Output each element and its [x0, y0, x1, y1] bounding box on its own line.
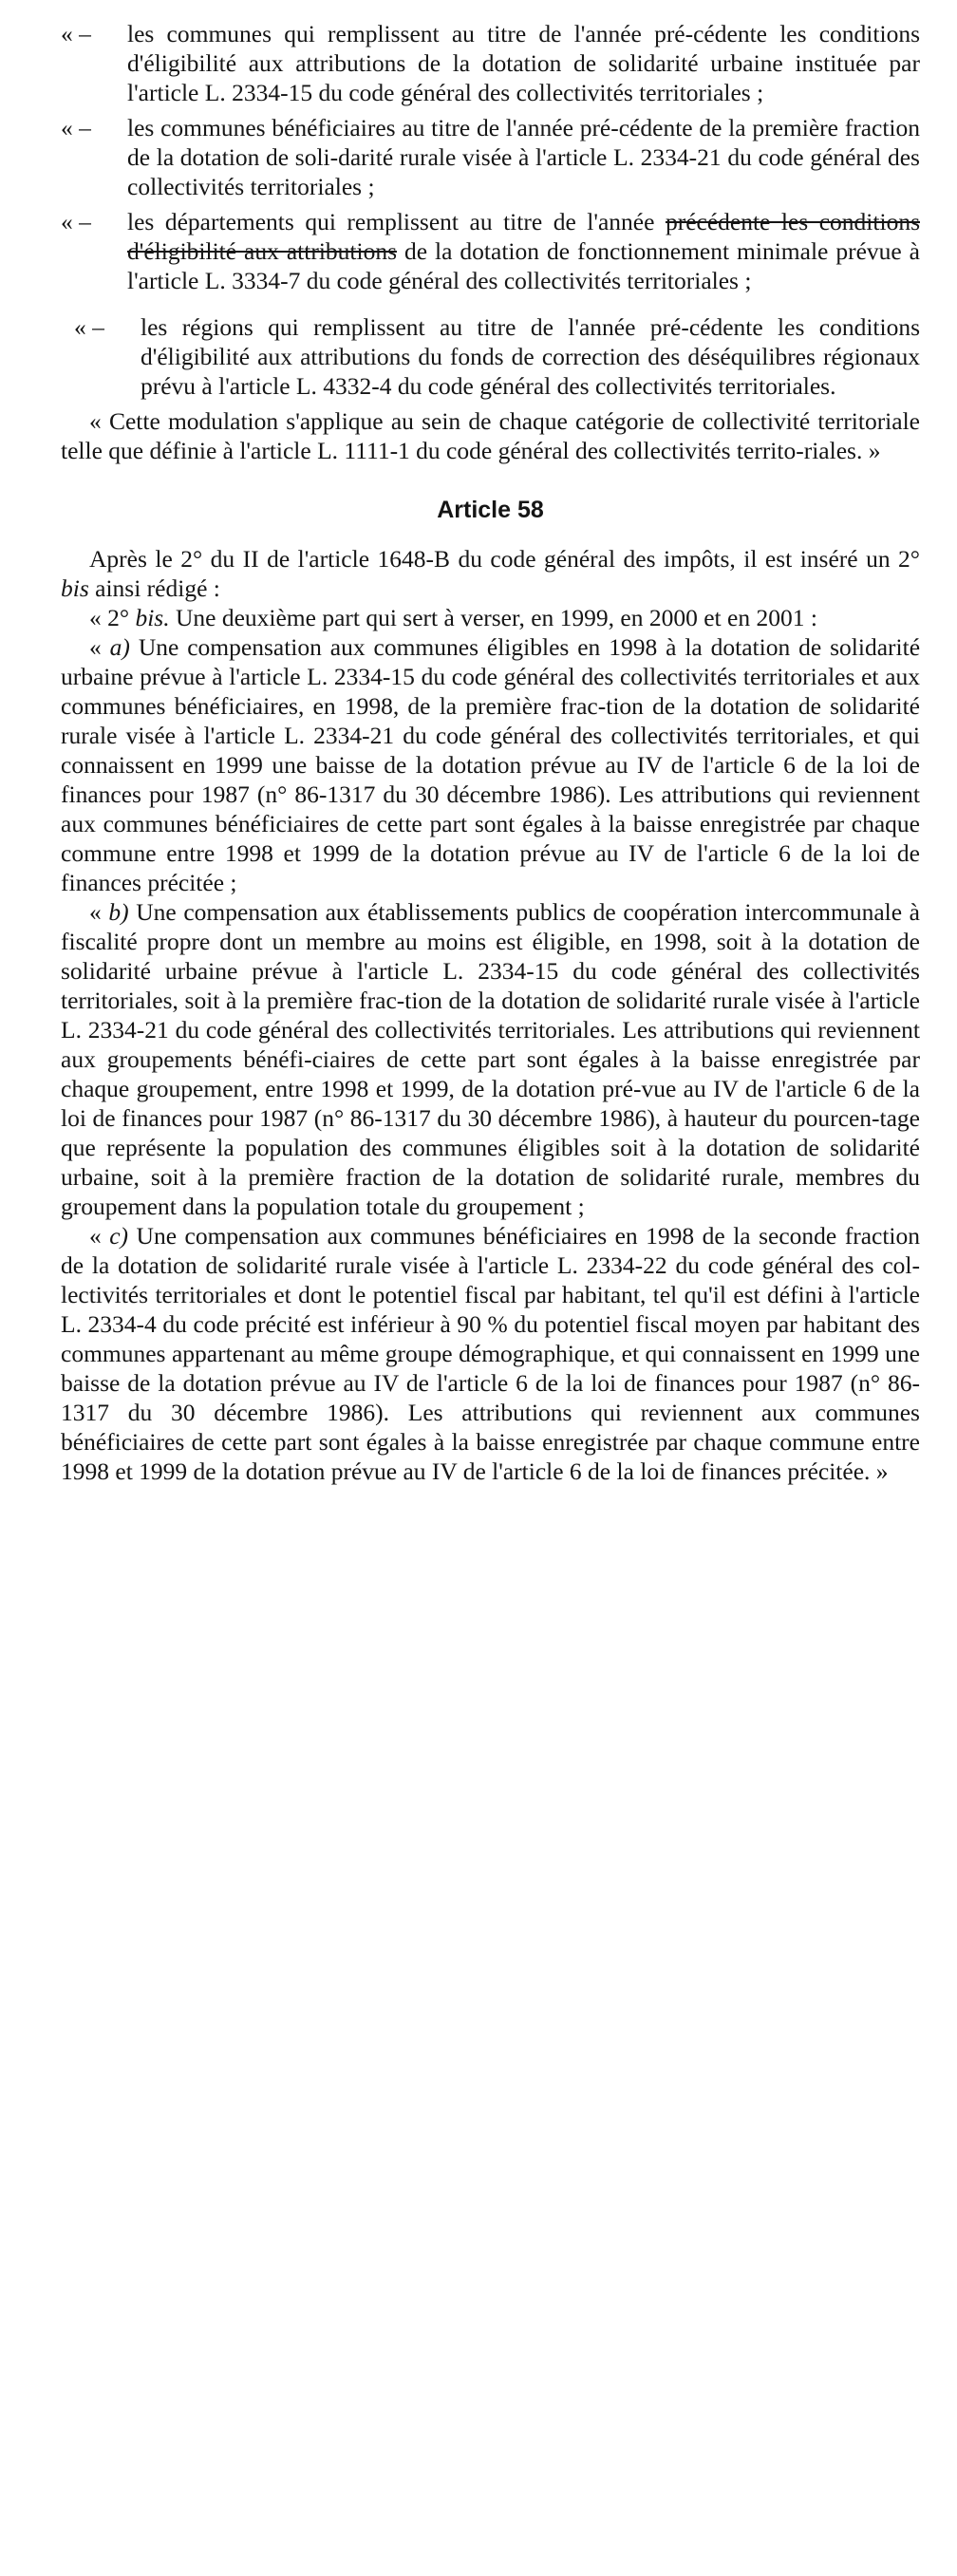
- list-item-text-part: les départements qui remplissent au titre de l'année: [127, 208, 655, 235]
- point-a-text: Une compensation aux communes éligibles en 1998 à la dotation de solidarité urbaine prévue à l'article L. 2334-15 du code général des collectivités territoriales et aux communes bénéficiaires, en 1998, de la première frac-tion de la dotation de solidarité rurale visée à l'article L. 2334-21 du code général des collectivités territoriales, et qui connaissent en 1999 une baisse de la dotation prévue au IV de l'article 6 de la loi de finances pour 1987 (n° 86-1317 du 30 décembre 1986). Les attributions qui reviennent aux communes bénéficiaires de cette part sont égales à la baisse enregistrée par chaque commune entre 1998 et 1999 de la dotation prévue au IV de l'article 6 de la loi de finances précitée ;: [61, 633, 921, 896]
- point-b-text: Une compensation aux établissements publics de coopération intercommunale à fiscalité propre dont un membre au moins est éligible, en 1998, soit à la dotation de solidarité urbaine prévue à l'article L. 2334-15 du code général des collectivités territoriales, soit à la première frac-tion de la dotation de solidarité rurale visée à l'article L. 2334-21 du code général des collectivités territoriales. Les attributions qui reviennent aux groupements bénéfi-ciaires de cette part sont égales à la baisse enregistrée par chaque groupement, entre 1998 et 1999, de la dotation pré-vue au IV de l'article 6 de la loi de finances pour 1987 (n° 86-1317 du 30 décembre 1986), à hauteur du pourcen-tage que représente la population des communes éligibles soit à la dotation de solidarité urbaine, soit à la première fraction de la dotation de solidarité rurale, membres du groupement dans la population totale du groupement ;: [61, 898, 920, 1220]
- article-heading: Article 58: [437, 497, 544, 523]
- document-column: [61, 19, 920, 1486]
- point-c-prefix: «: [89, 1222, 102, 1250]
- list-marker: « –: [74, 313, 104, 341]
- point-a-letter: a): [109, 633, 130, 661]
- list-item-text: les communes bénéficiaires au titre de l'année pré-cédente de la première fraction de la dotation de soli-darité rurale visée à l'article L. 2334-21 du code général des collectivités territoriales ;: [127, 114, 920, 200]
- list-item: [61, 207, 920, 295]
- struck-text: précédente les conditions d'éligibilité aux attributions: [127, 208, 920, 265]
- list-item-text-part: de la dotation de fonctionnement minimale prévue à l'article L. 3334-7 du code général des collectivités territoriales ;: [127, 237, 920, 294]
- point-b-letter: b): [108, 898, 129, 926]
- list-marker: « –: [61, 114, 91, 141]
- second-part-paragraph: [61, 603, 920, 632]
- intro-paragraph: [61, 544, 920, 603]
- point-a-paragraph: [61, 632, 920, 897]
- list-item-text: [127, 207, 920, 295]
- modulation-paragraph: « Cette modulation s'applique au sein de chaque catégorie de collectivité territoriale telle que définie à l'article L. 1111-1 du code général des collectivités territo-riales. »: [61, 407, 920, 464]
- list-item: [74, 312, 920, 401]
- intro-text: Après le 2° du II de l'article 1648-B du code général des impôts, il est inséré un 2°: [89, 545, 920, 573]
- point-c-paragraph: [61, 1221, 920, 1486]
- intro-text-end: ainsi rédigé :: [95, 574, 220, 602]
- second-part-prefix: « 2°: [89, 604, 130, 631]
- list-item: [61, 113, 920, 201]
- list-marker: « –: [61, 20, 91, 47]
- list-marker: « –: [61, 208, 91, 235]
- second-part-emphasis: bis.: [135, 604, 170, 631]
- second-part-text: Une deuxième part qui sert à verser, en 1999, en 2000 et en 2001 :: [175, 604, 817, 631]
- point-a-prefix: «: [89, 633, 102, 661]
- list-item-text: les communes qui remplissent au titre de l'année pré-cédente les conditions d'éligibilité aux attributions de la dotation de solidarité urbaine instituée par l'article L. 2334-15 du code général des collectivités territoriales ;: [127, 20, 920, 106]
- point-c-letter: c): [109, 1222, 129, 1250]
- list-item-text: les régions qui remplissent au titre de l'année pré-cédente les conditions d'éligibilité aux attributions du fonds de correction des déséquilibres régionaux prévu à l'article L. 4332-4 du code général des collectivités territoriales.: [141, 313, 920, 400]
- point-c-text: Une compensation aux communes bénéficiaires en 1998 de la seconde fraction de la dotation de solidarité rurale visée à l'article L. 2334-22 du code général des col-lectivités territoriales et dont le potentiel fiscal par habitant, tel qu'il est défini à l'article L. 2334-4 du code précité est inférieur à 90 % du potentiel fiscal moyen par habitant des communes appartenant au même groupe démographique, et qui connaissent en 1999 une baisse de la dotation prévue au IV de l'article 6 de la loi de finances pour 1987 (n° 86-1317 du 30 décembre 1986). Les attributions qui reviennent aux communes bénéficiaires de cette part sont égales à la baisse enregistrée par chaque commune entre 1998 et 1999 de la dotation prévue au IV de l'article 6 de la loi de finances précitée. »: [61, 1222, 920, 1485]
- point-b-paragraph: [61, 897, 920, 1221]
- point-b-prefix: «: [89, 898, 102, 926]
- intro-emphasis: bis: [61, 574, 89, 602]
- list-item: [61, 19, 920, 107]
